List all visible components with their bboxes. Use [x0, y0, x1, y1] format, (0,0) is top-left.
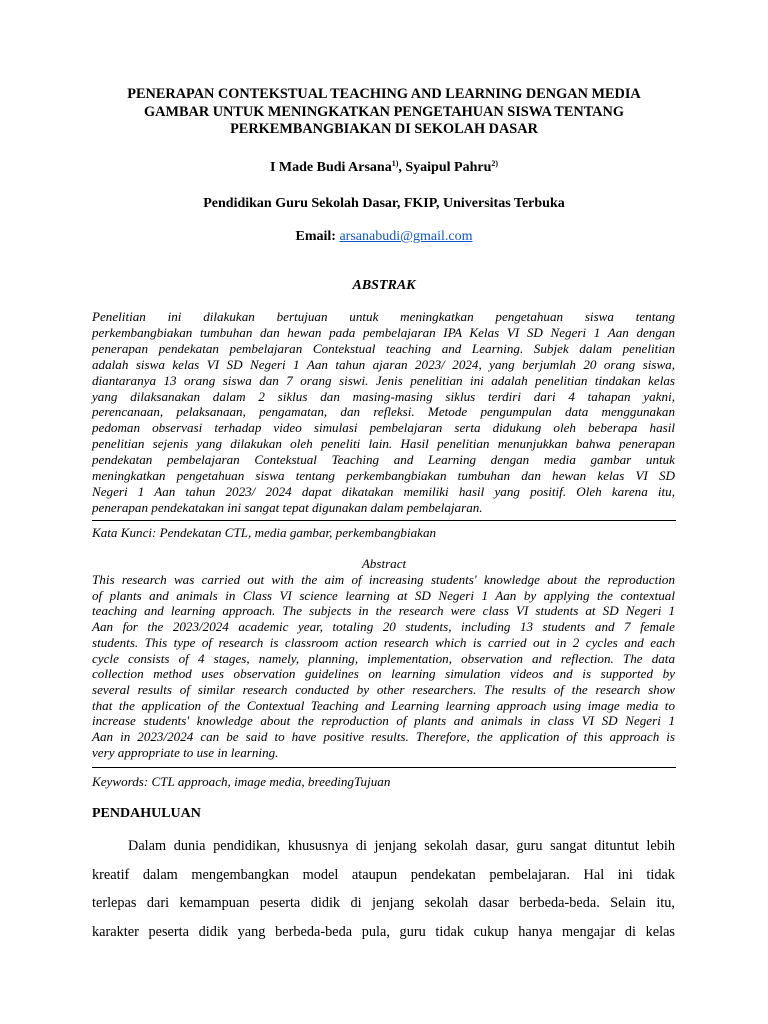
- text-line: Dalam dunia pendidikan, khususnya di jenjang sekolah dasar, guru sangat dituntut lebih: [128, 838, 675, 854]
- text-line: teaching and learning approach. The subjects in the research were class VI students at SD Negeri 1: [92, 603, 675, 619]
- text-line: Negeri 1 Aan tahun 2023/ 2024 dapat dikatakan memiliki hasil yang positif. Oleh karena itu,: [92, 483, 675, 499]
- text-line: several results of similar research conducted by other researchers. The results of the research show: [92, 681, 675, 697]
- text-line: pendekatan pembelajaran Contekstual Teaching and Learning dengan media gambar untuk: [92, 452, 675, 468]
- text-line: terlepas dari kemampuan peserta didik di jenjang sekolah dasar berbeda-beda. Selain itu,: [92, 895, 675, 911]
- author-separator: ,: [398, 160, 406, 175]
- section-heading: PENDAHULUAN: [92, 806, 201, 821]
- text-line: meningkatkan pengetahuan siswa tentang perkembangbiakan tumbuhan dan hewan kelas VI SD: [92, 468, 675, 484]
- introduction-body: [92, 832, 675, 946]
- text-line: diantaranya 13 orang siswa dan 7 orang siswi. Jenis penelitian ini adalah penelitian tindakan kelas: [92, 372, 675, 388]
- text-line: Aan for the 2023/2024 academic year, totaling 20 students, including 13 students and 7 female: [92, 619, 675, 635]
- text-line: very appropriate to use in learning.: [92, 744, 279, 760]
- text-line: kreatif dalam mengembangkan model ataupun pendekatan pembelajaran. Hal ini tidak: [92, 866, 675, 883]
- text-line: karakter peserta didik yang berbeda-beda pula, guru tidak cukup hanya mengajar di kelas: [92, 923, 675, 940]
- text-line: adalah siswa kelas VI SD Negeri 1 Aan tahun ajaran 2023/ 2024, yang berjumlah 20 orang siswa,: [92, 356, 675, 372]
- text-line: students. This type of research is classroom action research which is carried out in 2 cycles and each: [92, 634, 675, 650]
- text-line: Penelitian ini dilakukan bertujuan untuk meningkatkan pengetahuan siswa tentang: [92, 309, 675, 324]
- text-line: perencanaan, pelaksanaan, pengamatan, dan refleksi. Metode pengumpulan data menggunakan: [92, 404, 675, 420]
- affiliation-mark: 2): [491, 159, 499, 168]
- abstract-body: [92, 572, 675, 760]
- text-line: cycle consists of 4 stages, namely, planning, implementation, observation and reflection. The data: [92, 650, 675, 666]
- text-line: penelitian sejenis yang dilakukan oleh peneliti lain. Hasil penelitian menunjukkan bahwa penerapan: [92, 436, 675, 452]
- text-line: pedoman observasi terhadap video simulasi pembelajaran serta didukung oleh beberapa hasil: [92, 420, 675, 436]
- author-name: Syaipul Pahru: [405, 160, 492, 175]
- kata-kunci: Kata Kunci: Pendekatan CTL, media gambar, perkembangbiakan: [92, 525, 437, 540]
- text-line: increase students' knowledge about the reproduction of plants and animals in class VI SD Negeri 1: [92, 713, 675, 729]
- affiliation: Pendidikan Guru Sekolah Dasar, FKIP, Universitas Terbuka: [203, 196, 565, 211]
- title-line: PERKEMBANGBIAKAN DI SEKOLAH DASAR: [230, 121, 538, 137]
- text-line: This research was carried out with the aim of increasing students' knowledge about the reproduction: [92, 572, 675, 587]
- author-name: I Made Budi Arsana: [269, 160, 392, 175]
- affiliation-mark: 1): [391, 159, 399, 168]
- title-line: PENERAPAN CONTEKSTUAL TEACHING AND LEARNING DENGAN MEDIA: [127, 86, 641, 102]
- paper-title: [96, 86, 672, 139]
- abstract-heading: Abstract: [361, 556, 407, 571]
- title-line: GAMBAR UNTUK MENINGKATKAN PENGETAHUAN SISWA TENTANG: [144, 103, 624, 120]
- email-label: Email:: [295, 229, 336, 244]
- email-line: [96, 228, 672, 246]
- keywords: Keywords: CTL approach, image media, breedingTujuan: [92, 774, 391, 789]
- text-line: yang dilaksanakan dalam 2 siklus dan masing-masing siklus terdiri dari 4 tahapan yakni,: [92, 388, 675, 404]
- author-list: [96, 159, 672, 177]
- abstrak-heading: ABSTRAK: [352, 278, 416, 293]
- divider-rule: [92, 520, 676, 521]
- text-line: perkembangbiakan tumbuhan dan hewan pada pembelajaran IPA Kelas VI SD Negeri 1 Aan dengan: [92, 324, 675, 340]
- text-line: penerapan pendekatan pembelajaran Contekstual teaching and Learning. Subjek dalam penelitian: [92, 340, 675, 356]
- divider-rule: [92, 767, 676, 768]
- text-line: Aan in 2023/2024 can be said to have positive results. Therefore, the application of this approach is: [92, 729, 675, 745]
- text-line: penerapan pendekatakan ini sangat tepat digunakan dalam pembelajaran.: [92, 499, 483, 515]
- text-line: of plants and animals in Class VI science learning at SD Negeri 1 Aan by applying the contextual: [92, 587, 675, 603]
- text-line: that the application of the Contextual Teaching and Learning learning approach using image media to: [92, 697, 675, 713]
- text-line: collection method uses observation guidelines on learning simulation videos and is supported by: [92, 666, 675, 682]
- abstrak-body: [92, 309, 675, 516]
- email-link[interactable]: arsanabudi@gmail.com: [339, 229, 473, 244]
